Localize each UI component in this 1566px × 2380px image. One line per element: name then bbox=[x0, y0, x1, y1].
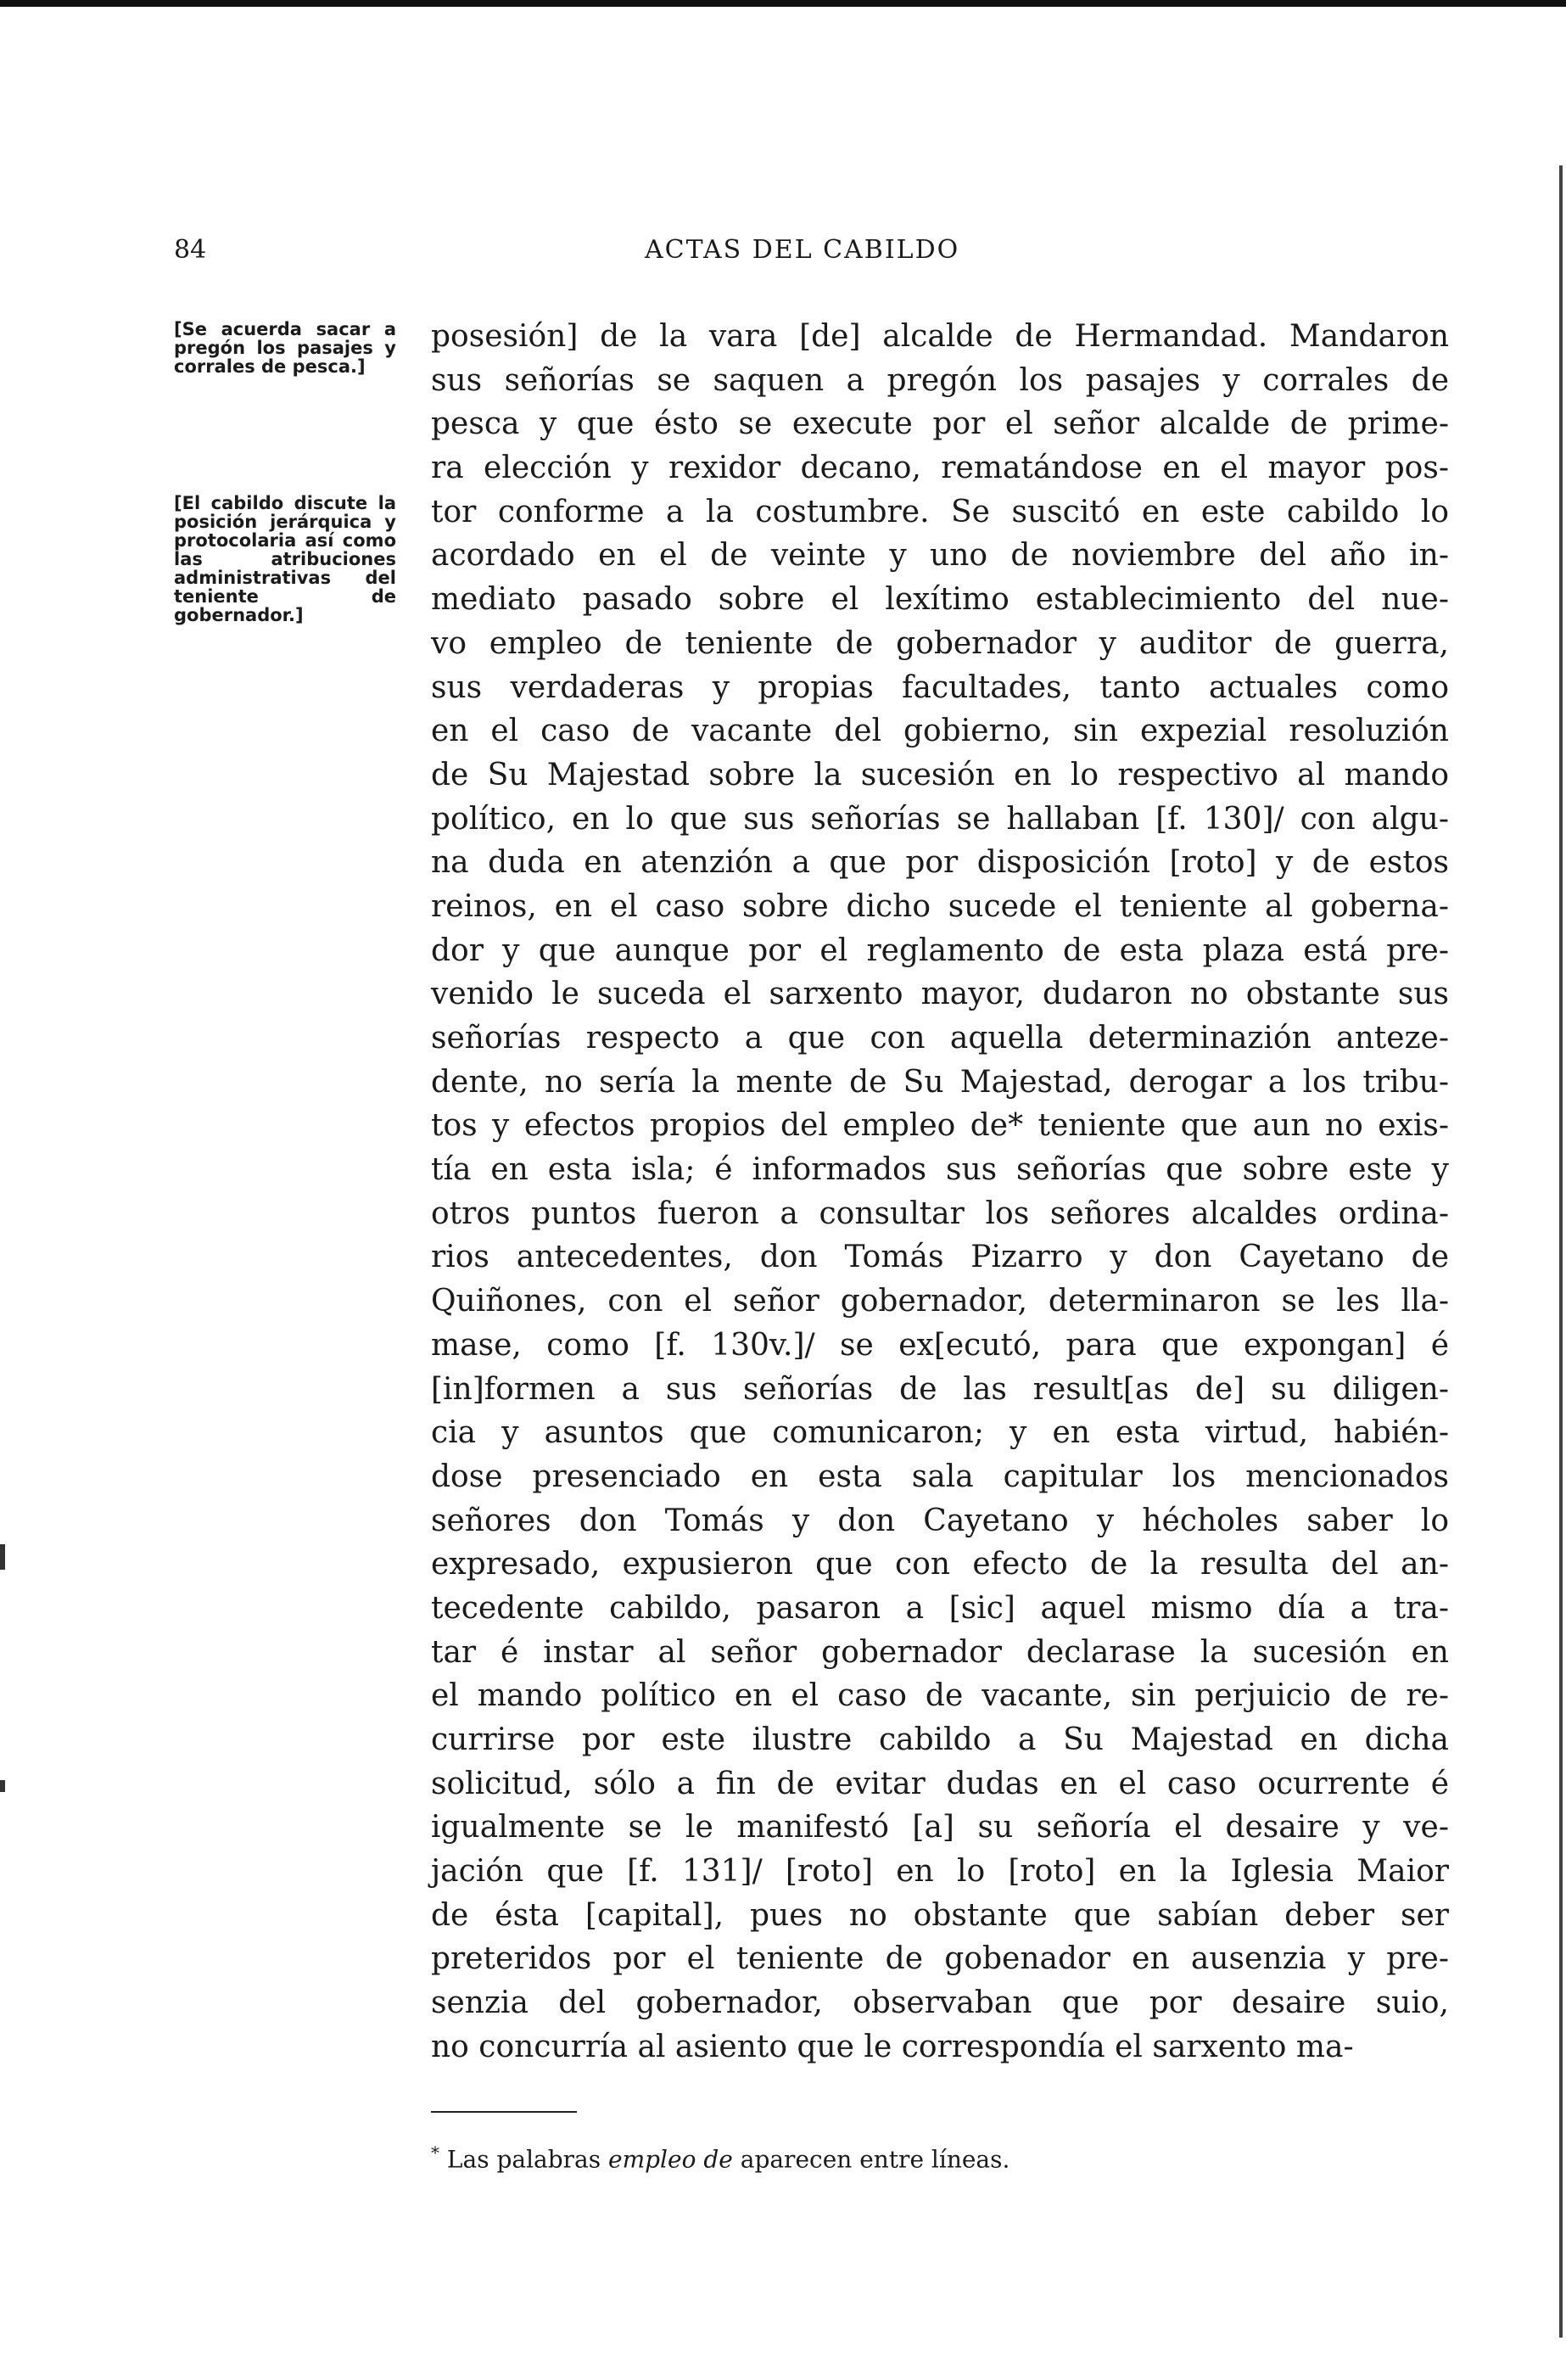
text-line: en el caso de vacante del gobierno, sin expezial resoluzión bbox=[431, 714, 1449, 749]
text-line: sus señorías se saquen a pregón los pasajes y corrales de bbox=[431, 362, 1449, 398]
text-line: pesca y que ésto se execute por el señor alcalde de prime- bbox=[431, 406, 1449, 442]
text-line: de ésta [capital], pues no obstante que sabían deber ser bbox=[431, 1897, 1449, 1933]
text-line: tía en esta isla; é informados sus señorías que sobre este y bbox=[431, 1152, 1449, 1188]
text-line: rios antecedentes, don Tomás Pizarro y don Cayetano de bbox=[431, 1240, 1449, 1275]
top-edge-rule bbox=[0, 0, 1566, 7]
text-line: jación que [f. 131]/ [roto] en lo [roto] en la Iglesia Maior bbox=[431, 1854, 1449, 1890]
text-line: tor conforme a la costumbre. Se suscitó en este cabildo lo bbox=[431, 494, 1449, 529]
text-line: tecedente cabildo, pasaron a [sic] aquel mismo día a tra- bbox=[431, 1590, 1449, 1626]
text-line: tar é instar al señor gobernador declarase la sucesión en bbox=[431, 1634, 1449, 1670]
text-line: na duda en atenzión a que por disposición [roto] y de estos bbox=[431, 845, 1449, 881]
text-line: dose presenciado en esta sala capitular los mencionados bbox=[431, 1459, 1449, 1494]
text-line: sus verdaderas y propias facultades, tanto actuales como bbox=[431, 669, 1449, 705]
text-line: expresado, expusieron que con efecto de la resulta del an- bbox=[431, 1547, 1449, 1582]
footnote-marker: * bbox=[431, 2142, 439, 2163]
left-edge-mark bbox=[0, 1544, 5, 1570]
text-line: señorías respecto a que con aquella determinazión anteze- bbox=[431, 1021, 1449, 1056]
running-title: ACTAS DEL CABILDO bbox=[645, 235, 960, 265]
footnote-text: Las palabras bbox=[446, 2145, 601, 2174]
text-line: igualmente se le manifestó [a] su señoría el desaire y ve- bbox=[431, 1810, 1449, 1845]
footnote-italic-text: empleo de bbox=[608, 2145, 733, 2174]
text-line: mediato pasado sobre el lexítimo establecimiento del nue- bbox=[431, 582, 1449, 618]
text-line: vo empleo de teniente de gobernador y auditor de guerra, bbox=[431, 625, 1449, 661]
text-line: mase, como [f. 130v.]/ se ex[ecutó, para que expongan] é bbox=[431, 1327, 1449, 1363]
text-line: dente, no sería la mente de Su Majestad, derogar a los tribu- bbox=[431, 1064, 1449, 1100]
text-line: no concurría al asiento que le correspondía el sarxento ma- bbox=[431, 2029, 1354, 2064]
text-line: político, en lo que sus señorías se hallaban [f. 130]/ con algu- bbox=[431, 801, 1449, 837]
text-line: dor y que aunque por el reglamento de esta plaza está pre- bbox=[431, 932, 1449, 968]
footnote-rule bbox=[431, 2111, 577, 2113]
page-number: 84 bbox=[174, 235, 207, 265]
text-line: [in]formen a sus señorías de las result[as de] su diligen- bbox=[431, 1371, 1449, 1407]
body-text bbox=[431, 315, 1449, 2069]
footnote-text: aparecen entre líneas. bbox=[740, 2145, 1010, 2174]
text-line: posesión] de la vara [de] alcalde de Hermandad. Mandaron bbox=[431, 319, 1449, 354]
text-line: Quiñones, con el señor gobernador, determinaron se les lla- bbox=[431, 1284, 1449, 1319]
text-line: senzia del gobernador, observaban que por desaire suio, bbox=[431, 1985, 1449, 2021]
text-line: tos y efectos propios del empleo de* teniente que aun no exis- bbox=[431, 1108, 1449, 1144]
text-line: venido le suceda el sarxento mayor, dudaron no obstante sus bbox=[431, 977, 1449, 1012]
text-line: de Su Majestad sobre la sucesión en lo respectivo al mando bbox=[431, 757, 1449, 792]
text-line: solicitud, sólo a fin de evitar dudas en el caso ocurrente é bbox=[431, 1766, 1449, 1801]
text-line: ra elección y rexidor decano, rematándose en el mayor pos- bbox=[431, 451, 1449, 486]
text-line: preteridos por el teniente de gobenador en ausenzia y pre- bbox=[431, 1941, 1449, 1977]
text-line: reinos, en el caso sobre dicho sucede el teniente al goberna- bbox=[431, 888, 1449, 924]
text-line: cia y asuntos que comunicaron; y en esta virtud, habién- bbox=[431, 1415, 1449, 1451]
footnote bbox=[431, 2136, 1010, 2176]
margin-note: [El cabildo discute la posición jerárquica y protocolaria así como las atribuciones administrativas del teniente de gobernador.] bbox=[174, 493, 396, 625]
text-line: señores don Tomás y don Cayetano y hécholes saber lo bbox=[431, 1503, 1449, 1538]
margin-note: [Se acuerda sacar a pregón los pasajes y corrales de pesca.] bbox=[174, 319, 396, 377]
text-line: el mando político en el caso de vacante, sin perjuicio de re- bbox=[431, 1678, 1449, 1714]
right-edge-rule bbox=[1559, 165, 1563, 2338]
text-line: currirse por este ilustre cabildo a Su Majestad en dicha bbox=[431, 1722, 1449, 1757]
text-line: otros puntos fueron a consultar los señores alcaldes ordina- bbox=[431, 1196, 1449, 1231]
left-edge-mark bbox=[0, 1780, 5, 1792]
text-line: acordado en el de veinte y uno de noviembre del año in- bbox=[431, 538, 1449, 574]
